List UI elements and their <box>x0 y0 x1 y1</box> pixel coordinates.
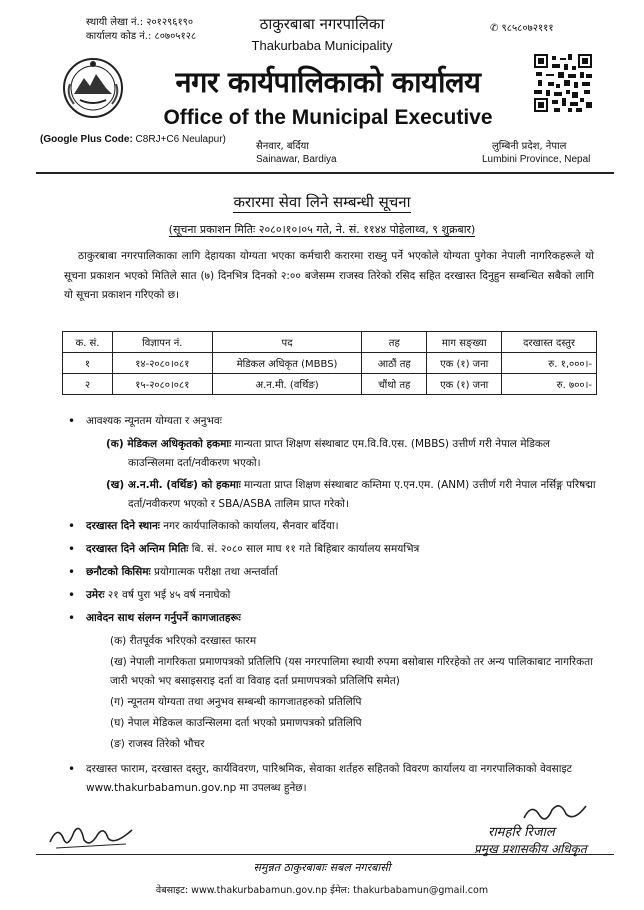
qualification-b-text: मान्यता प्राप्त शिक्षण संस्थाबाट कम्तिमा ए.एन.एम. (ANM) उत्तीर्ण गरी नेपाल नर्सिङ्ग परिषद्मा दर्ता/नवीकरण भएको र SBA/ASBA तालिम प्राप्त गरेको। <box>128 479 596 510</box>
qualification-b-label: (ख) अ.न.मी. (वर्थिङ) को हकमाः <box>106 479 241 491</box>
closing-note: दरखास्त फाराम, दरखास्त दस्तुर, कार्यविवरण, पारिश्रमिक, सेवाका शर्तहरु सहितको विवरण कार्यालय वा नगरपालिकाको वेवसाइट www.thakurbabamun.gov.np मा उपलब्ध हुनेछ। <box>86 763 572 794</box>
table-cell: आठौं तह <box>362 353 427 374</box>
selection-label: छनौटको किसिमः <box>86 566 151 578</box>
table-cell: १५-२०८०।०८१ <box>112 374 212 395</box>
document-item: (क) रीतपूर्वक भरिएको दरखास्त फारम <box>110 635 257 647</box>
phone-number: ✆ ९८५८०७२१११ <box>490 23 554 34</box>
notice-title-text: करारमा सेवा लिने सम्बन्धी सूचना <box>233 193 411 211</box>
document-item: (घ) नेपाल मेडिकल काउन्सिलमा दर्ता भएको प्रमाणपत्रको प्रतिलिपि <box>110 717 362 729</box>
municipality-name-en: Thakurbaba Municipality <box>251 38 393 53</box>
table-cell: १ <box>63 353 113 374</box>
footer-slogan: समुन्नत ठाकुरबाबाः सबल नगरबासी <box>253 861 391 874</box>
table-header-cell: क. सं. <box>63 332 113 353</box>
office-title-en: Office of the Municipal Executive <box>163 106 493 129</box>
table-cell: एक (१) जना <box>427 374 502 395</box>
google-plus-code-label: (Google Plus Code: <box>40 134 133 145</box>
table-header-cell: दरखास्त दस्तुर <box>502 332 597 353</box>
table-cell: मेडिकल अधिकृत (MBBS) <box>212 353 362 374</box>
requirements-list <box>66 412 596 802</box>
table-cell: एक (१) जना <box>427 353 502 374</box>
bullet-icon: • <box>68 565 76 579</box>
application-place-label: दरखास्त दिने स्थानः <box>86 520 160 532</box>
right-signature-icon <box>520 800 590 824</box>
document-item: (ख) नेपाली नागरिकता प्रमाणपत्रको प्रतिलिपि (यस नगरपालिमा स्थायी रुपमा बसोबास गरिरहेको तर अन्य पालिकाबाट नागरिकता जारी भएको भए बसाइसराइ दर्ता वा विवाह दर्ता प्रमाणपत्रको प्रतिलिपि समेत) <box>110 656 593 687</box>
list-item <box>66 517 596 536</box>
notice-subtitle <box>0 222 644 237</box>
bullet-icon: • <box>68 762 76 776</box>
table-cell: २ <box>63 374 113 395</box>
qr-code-icon <box>534 54 592 112</box>
table-cell: चौंथो तह <box>362 374 427 395</box>
table-header-cell: पद <box>212 332 362 353</box>
age-text: २१ वर्ष पुरा भई ४५ वर्ष ननाघेको <box>104 589 231 601</box>
vacancy-table <box>62 331 597 395</box>
qualification-a <box>86 435 596 473</box>
location-en: Sainawar, Bardiya <box>256 154 337 165</box>
qualification-a-text: मान्यता प्राप्त शिक्षण संस्थाबाट एम.वि.वि.एस. (MBBS) उत्तीर्ण गरी नेपाल मेडिकल काउन्सिलमा दर्ता/नवीकरण भएको। <box>128 438 551 469</box>
list-item <box>66 412 596 431</box>
footer-contact: वेबसाइट: www.thakurbabamun.gov.np ईमेल: thakurbabamun@gmail.com <box>155 885 489 896</box>
table-cell: १४-२०८०।०८१ <box>112 353 212 374</box>
province-en: Lumbini Province, Nepal <box>482 154 591 165</box>
left-signature-icon <box>46 818 136 854</box>
list-item <box>66 609 596 628</box>
list-item <box>66 563 596 582</box>
document-item: (ग) न्यूनतम योग्यता तथा अनुभव सम्बन्धी कागजातहरुको प्रतिलिपि <box>110 696 362 708</box>
list-item <box>66 540 596 559</box>
google-plus-code-value: C8RJ+C6 Neulapur) <box>132 134 226 145</box>
qualification-a-label: (क) मेडिकल अधिकृतको हकमाः <box>106 438 232 450</box>
office-code: कार्यालय कोड नं.: ८०७०५१२८ <box>86 31 197 42</box>
bullet-icon: • <box>68 611 76 625</box>
table-cell: रु. ७००।- <box>502 374 597 395</box>
footer-divider <box>36 854 614 855</box>
province-np: लुम्बिनी प्रदेश, नेपाल <box>492 141 567 152</box>
signatory-name: रामहरि रिजाल <box>488 825 555 840</box>
signatory-role: प्रमुख प्रशासकीय अधिकृत <box>474 842 587 856</box>
notice-intro: ठाकुरबाबा नगरपालिकाका लागि देहायका योग्यता भएका कर्मचारी करारमा राख्नु पर्ने भएकोले योग्यता पुगेका नेपाली नागरिकहरूले यो सूचना प्रकाशन भएको मितिले सात (७) दिनभित्र दिनको २:०० बजेसम्म राजस्व तिरेको रसिद सहित दरखास्त दिनुहुन सम्बन्धित सबैको लागि यो सूचना प्रकाशन गरिएको छ। <box>64 250 594 301</box>
selection-text: प्रयोगात्मक परीक्षा तथा अन्तर्वार्ता <box>150 566 278 578</box>
table-row <box>63 374 597 395</box>
permanent-account-number: स्थायी लेखा नं.: २०१२९६१९० <box>86 17 194 28</box>
table-header-row <box>63 332 597 353</box>
table-cell: अ.न.मी. (वर्थिङ) <box>212 374 362 395</box>
list-item <box>66 760 596 798</box>
list-item <box>66 586 596 605</box>
nepal-emblem-icon <box>60 54 126 120</box>
qualification-heading: आवश्यक न्यूनतम योग्यता र अनुभवः <box>86 415 222 427</box>
notice-subtitle-text: (सूचना प्रकाशन मितिः २०८०।१०।०५ गते, ने. सं. ११४४ पोहेलाथ्व, ९ शुक्रबार) <box>168 223 476 236</box>
notice-title <box>0 192 644 212</box>
table-row <box>63 353 597 374</box>
bullet-icon: • <box>68 414 76 428</box>
location-np: सैनवार, बर्दिया <box>256 141 309 152</box>
table-header-cell: तह <box>362 332 427 353</box>
bullet-icon: • <box>68 588 76 602</box>
google-plus-code <box>40 134 226 145</box>
table-cell: रु. १,०००।- <box>502 353 597 374</box>
qualification-b <box>86 476 596 514</box>
table-header-cell: माग सङ्ख्या <box>427 332 502 353</box>
age-label: उमेरः <box>86 589 105 601</box>
office-title-np: नगर कार्यपालिकाको कार्यालय <box>175 65 481 99</box>
document-item: (ङ) राजस्व तिरेको भौचर <box>110 738 205 750</box>
municipality-name-np: ठाकुरबाबा नगरपालिका <box>259 15 385 33</box>
header-divider <box>36 172 614 174</box>
bullet-icon: • <box>68 542 76 556</box>
documents-heading: आवेदन साथ संलग्न गर्नुपर्ने कागजातहरूः <box>86 612 241 624</box>
application-place-text: नगर कार्यपालिकाको कार्यालय, सैनवार बर्दिया। <box>159 520 339 532</box>
table-header-cell: विज्ञापन नं. <box>112 332 212 353</box>
bullet-icon: • <box>68 519 76 533</box>
deadline-text: बि. सं. २०८० साल माघ ११ गते बिहिबार कार्यालय समयभित्र <box>188 543 420 555</box>
deadline-label: दरखास्त दिने अन्तिम मितिः <box>86 543 189 555</box>
